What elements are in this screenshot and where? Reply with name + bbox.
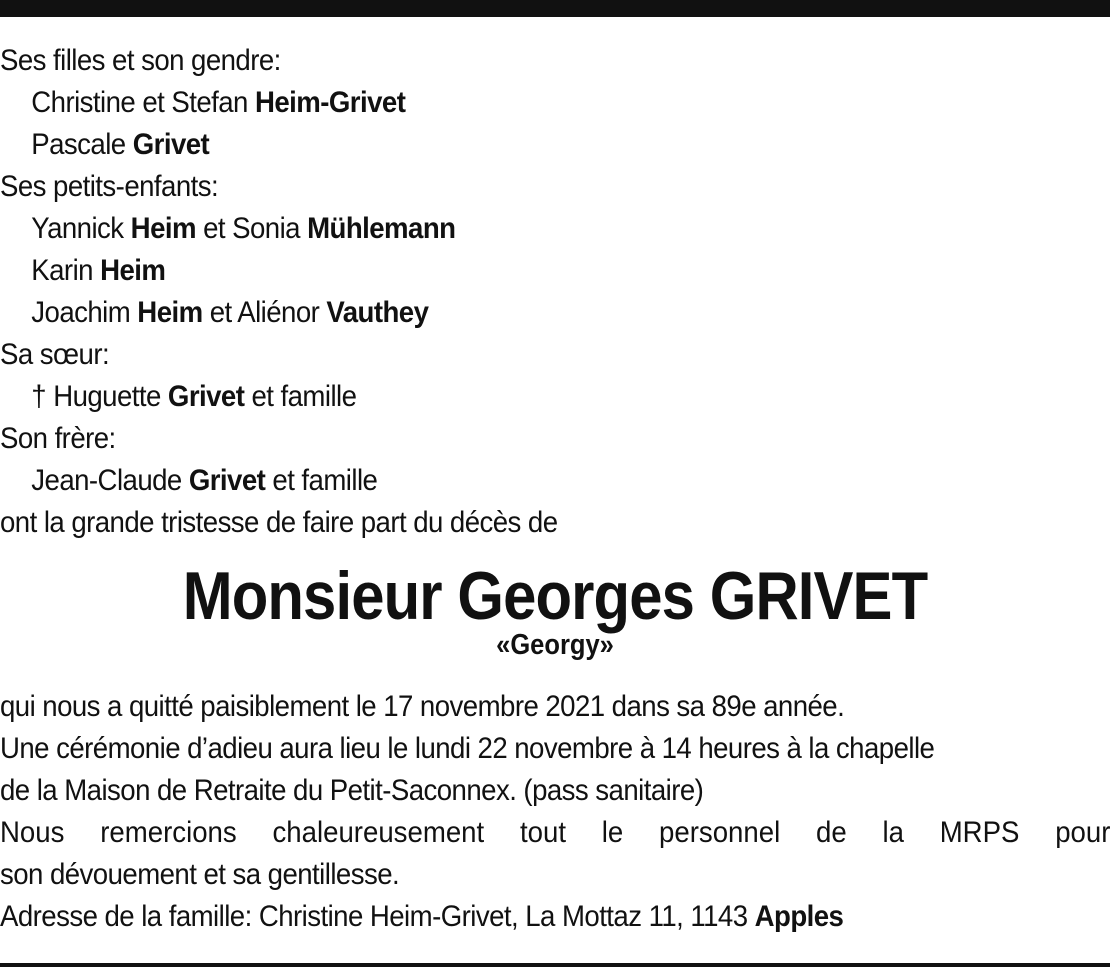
sister-line: † Huguette Grivet et famille <box>31 380 357 413</box>
grandchildren-heading: Ses petits-enfants: <box>0 170 219 203</box>
bottom-border-rule <box>0 963 1110 967</box>
closing-line-1: qui nous a quitté paisiblement le 17 novembre 2021 dans sa 89e année. <box>0 690 845 723</box>
deceased-nickname: «Georgy» <box>496 629 614 661</box>
grandchild-line-2: Karin Heim <box>31 254 166 287</box>
announcement-text: ont la grande tristesse de faire part du décès de <box>0 506 558 539</box>
closing-line-2: Une cérémonie d’adieu aura lieu le lundi 22 novembre à 14 heures à la chapelle <box>0 732 935 765</box>
closing-line-3: de la Maison de Retraite du Petit-Saconnex. (pass sanitaire) <box>0 774 704 807</box>
sister-heading: Sa sœur: <box>0 338 110 371</box>
grandchild-line-1: Yannick Heim et Sonia Mühlemann <box>31 212 456 245</box>
brother-heading: Son frère: <box>0 422 116 455</box>
brother-line: Jean-Claude Grivet et famille <box>31 464 378 497</box>
address-city: Apples <box>754 900 844 933</box>
closing-text <box>0 686 1110 938</box>
family-list <box>0 40 1021 544</box>
closing-line-4: Nous remercions chaleureusement tout le personnel de la MRPS pour <box>0 816 1110 849</box>
daughters-heading: Ses filles et son gendre: <box>0 44 281 77</box>
deceased-name: Monsieur Georges GRIVET <box>182 558 928 634</box>
daughter-line-1: Christine et Stefan Heim-Grivet <box>31 86 406 119</box>
top-border-rule <box>0 0 1110 17</box>
closing-line-5: son dévouement et sa gentillesse. <box>0 858 400 891</box>
daughter-line-2: Pascale Grivet <box>31 128 210 161</box>
deceased-block <box>0 556 1110 660</box>
family-address: Adresse de la famille: Christine Heim-Grivet, La Mottaz 11, 1143 Apples <box>0 900 844 933</box>
grandchild-line-3: Joachim Heim et Aliénor Vauthey <box>31 296 429 329</box>
